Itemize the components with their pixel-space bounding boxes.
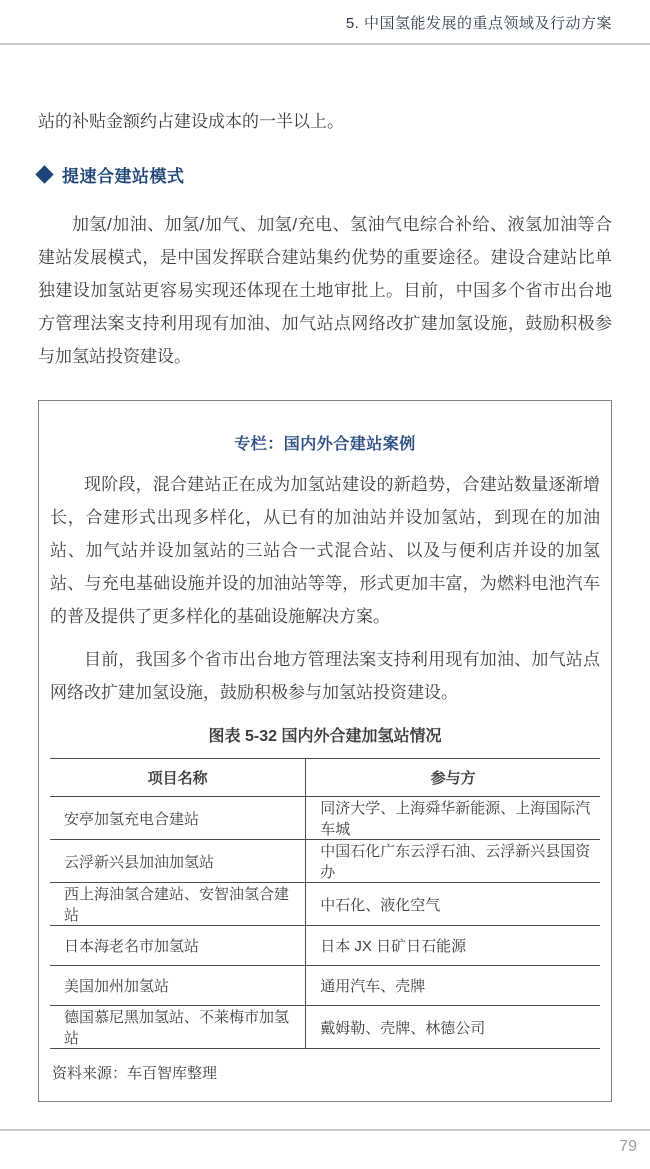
section-heading — [38, 162, 612, 187]
table-header-row — [50, 759, 600, 797]
project-name-cell: 云浮新兴县加油加氢站 — [50, 840, 306, 883]
participants-cell: 日本 JX 日矿日石能源 — [306, 926, 600, 966]
table-row — [50, 966, 600, 1006]
running-head-title: 5. 中国氢能发展的重点领域及行动方案 — [345, 15, 612, 32]
table-row — [50, 926, 600, 966]
table-row — [50, 1006, 600, 1049]
coop-station-table — [50, 758, 600, 1049]
callout-box — [38, 400, 612, 1102]
project-name-cell: 日本海老名市加氢站 — [50, 926, 306, 966]
callout-box-title: 专栏：国内外合建站案例 — [234, 436, 416, 453]
intro-paragraph: 站的补贴金额约占建设成本的一半以上。 — [38, 112, 344, 131]
table-row — [50, 797, 600, 840]
footer-rule — [0, 1129, 650, 1131]
page-content — [38, 45, 612, 1102]
project-name-cell: 德国慕尼黑加氢站、不莱梅市加氢站 — [50, 1006, 306, 1049]
section-heading-label: 提速合建站模式 — [62, 167, 185, 186]
page-number: 79 — [619, 1138, 637, 1155]
participants-cell: 同济大学、上海舜华新能源、上海国际汽车城 — [306, 797, 600, 840]
section-paragraph: 加氢/加油、加氢/加气、加氢/充电、氢油气电综合补给、液氢加油等合建站发展模式，是中国发挥联合建站集约优势的重要途径。建设合建站比单独建设加氢站更容易实现还体现在土地审批上。目前，中国多个省市出台地方管理法案支持利用现有加油、加气站点网络改扩建加氢设施，鼓励积极参与加氢站投资建设。 — [38, 215, 612, 366]
table-row — [50, 840, 600, 883]
column-header-participants: 参与方 — [306, 759, 600, 797]
table-source-note: 资料来源：车百智库整理 — [52, 1065, 218, 1082]
table-caption: 图表 5-32 国内外合建加氢站情况 — [208, 728, 442, 745]
participants-cell: 中国石化广东云浮石油、云浮新兴县国资办 — [306, 840, 600, 883]
table-row — [50, 883, 600, 926]
diamond-bullet-icon — [35, 165, 53, 183]
participants-cell: 戴姆勒、壳牌、林德公司 — [306, 1006, 600, 1049]
participants-cell: 中石化、液化空气 — [306, 883, 600, 926]
callout-paragraph-2: 目前，我国多个省市出台地方管理法案支持利用现有加油、加气站点网络改扩建加氢设施，鼓励积极参与加氢站投资建设。 — [50, 650, 600, 702]
participants-cell: 通用汽车、壳牌 — [306, 966, 600, 1006]
callout-paragraph-1: 现阶段，混合建站正在成为加氢站建设的新趋势，合建站数量逐渐增长，合建形式出现多样化，从已有的加油站并设加氢站，到现在的加油站、加气站并设加氢站的三站合一式混合站、以及与便利店并设的加氢站、与充电基础设施并设的加油站等等，形式更加丰富，为燃料电池汽车的普及提供了更多样化的基础设施解决方案。 — [50, 475, 600, 626]
column-header-project: 项目名称 — [147, 770, 208, 787]
project-name-cell: 美国加州加氢站 — [50, 966, 306, 1006]
project-name-cell: 西上海油氢合建站、安智油氢合建站 — [50, 883, 306, 926]
project-name-cell: 安亭加氢充电合建站 — [50, 797, 306, 840]
